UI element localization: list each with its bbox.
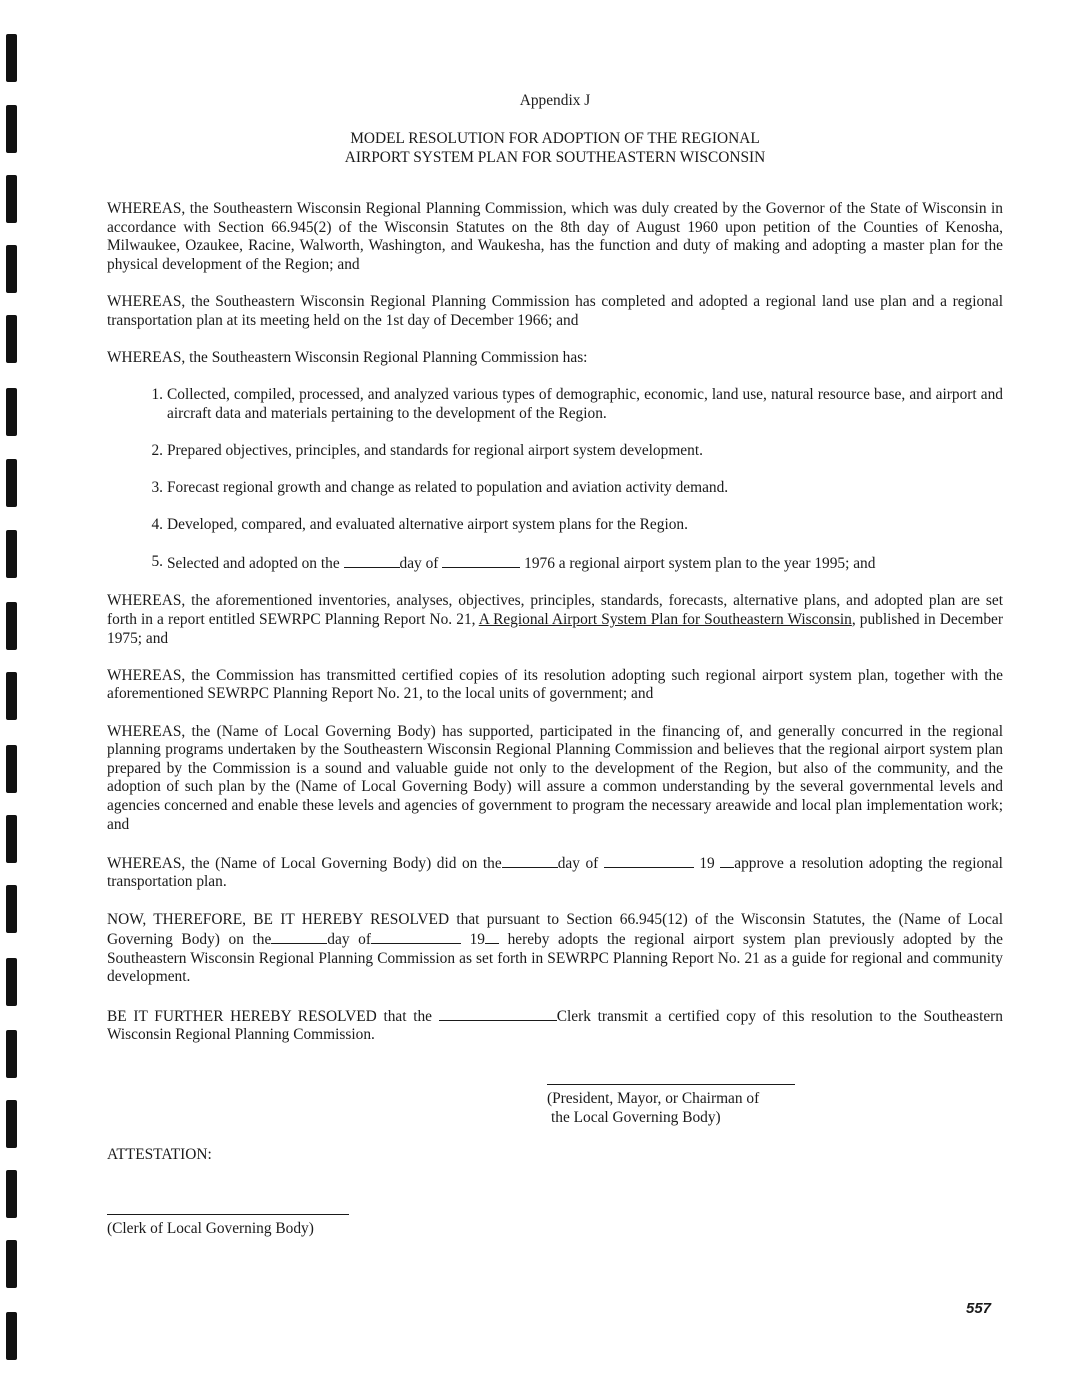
binding-hole <box>6 1100 17 1148</box>
title-line-2: AIRPORT SYSTEM PLAN FOR SOUTHEASTERN WISCONSIN <box>344 148 766 166</box>
list-item: 2. Prepared objectives, principles, and standards for regional airport system development. <box>151 441 703 459</box>
signature-line <box>547 1084 795 1085</box>
binding-hole <box>6 815 17 863</box>
binding-hole <box>6 1312 17 1360</box>
paragraph-whereas-1: WHEREAS, the Southeastern Wisconsin Regional Planning Commission, which was duly created by the Governor of the State of Wisconsin in accordance with Section 66.945(2) of the Wisconsin Statutes on the 8th day of August 1960 upon petition of the Counties of Kenosha, Milwaukee, Ozaukee, Racine, Walworth, Washington, and Waukesha, has the function and duty of making and adopting a master plan for the physical development of the Region; and <box>107 200 1003 273</box>
binding-hole <box>6 315 17 363</box>
binding-hole <box>6 245 17 293</box>
binding-hole <box>6 388 17 436</box>
binding-holes <box>6 0 20 1380</box>
binding-hole <box>6 1240 17 1288</box>
binding-hole <box>6 1030 17 1078</box>
document-title <box>107 130 1003 167</box>
paragraph-whereas-6: WHEREAS, the (Name of Local Governing Body) has supported, participated in the financing of, and generally concurred in the regional planning programs undertaken by the Southeastern Wisconsin Regional Planning Commission and believes that the regional airport system plan prepared by the Commission is a sound and valuable guide not only to the development of the Region, but also of the community, and the adoption of such plan by the (Name of Local Governing Body) will assure a common understanding by the several governmental levels and agencies concerned and enable these levels and agencies of government to program the necessary areawide and local plan implementation work; and <box>107 722 1003 833</box>
paragraph-whereas-4: WHEREAS, the aforementioned inventories, analyses, objectives, principles, standards, forecasts, alternative plans, and adopted plan are set forth in a report entitled SEWRPC Planning Report No. 21, A Regional Airport System Plan for Southeastern Wisconsin, published in December 1975; and <box>107 592 1004 647</box>
blank-year <box>720 853 734 868</box>
appendix-label: Appendix J <box>519 92 591 109</box>
commission-actions-list <box>107 386 1003 574</box>
paragraph-further-resolved: BE IT FURTHER HEREBY RESOLVED that the Clerk transmit a certified copy of this resolution to the Southeastern Wisconsin Regional Planning Commission. <box>107 1007 1004 1044</box>
paragraph-whereas-7: WHEREAS, the (Name of Local Governing Body) did on the day of 19 approve a resolution adopting the regional transportation plan. <box>107 854 1003 891</box>
binding-hole <box>6 459 17 507</box>
paragraph-whereas-2: WHEREAS, the Southeastern Wisconsin Regional Planning Commission has completed and adopted a regional land use plan and a regional transportation plan at its meeting held on the 1st day of December 1966; and <box>107 292 1003 329</box>
page-number: 557 <box>966 1300 992 1317</box>
binding-hole <box>6 958 17 1006</box>
paragraph-whereas-3: WHEREAS, the Southeastern Wisconsin Regional Planning Commission has: <box>107 348 588 366</box>
president-signature: (President, Mayor, or Chairman of the Local Governing Body) <box>547 1084 795 1127</box>
binding-hole <box>6 745 17 793</box>
binding-hole <box>6 530 17 578</box>
attestation-label: ATTESTATION: <box>107 1146 212 1163</box>
list-item: 4. Developed, compared, and evaluated alternative airport system plans for the Region. <box>151 516 688 534</box>
blank-day <box>502 853 558 868</box>
binding-hole <box>6 175 17 223</box>
paragraph-resolved: NOW, THEREFORE, BE IT HEREBY RESOLVED that pursuant to Section 66.945(12) of the Wisconsin Statutes, the (Name of Local Governing Body) on the day of 19 hereby adopts the regional airport system plan previously adopted by the Southeastern Wisconsin Regional Planning Commission as set forth in SEWRPC Planning Report No. 21 as a guide for regional and community development. <box>107 910 1004 986</box>
list-item: 5. Selected and adopted on the day of 1976 a regional airport system plan to the year 1995; and <box>151 553 876 573</box>
blank-year <box>485 929 499 944</box>
blank-clerk <box>439 1006 557 1021</box>
blank-day <box>344 553 400 568</box>
blank-month <box>604 853 694 868</box>
binding-hole <box>6 105 17 153</box>
list-item: 3. Forecast regional growth and change as related to population and aviation activity demand. <box>151 478 729 496</box>
blank-month <box>371 929 461 944</box>
clerk-signature: (Clerk of Local Governing Body) <box>107 1214 349 1239</box>
binding-hole <box>6 34 17 82</box>
signature-line <box>107 1214 349 1215</box>
binding-hole <box>6 1170 17 1218</box>
blank-day <box>271 929 327 944</box>
blank-month <box>442 553 520 568</box>
binding-hole <box>6 885 17 933</box>
report-title: A Regional Airport System Plan for Southeastern Wisconsin <box>478 611 852 629</box>
paragraph-whereas-5: WHEREAS, the Commission has transmitted certified copies of its resolution adopting such regional airport system plan, together with the aforementioned SEWRPC Planning Report No. 21, to the local units of government; and <box>107 666 1003 703</box>
binding-hole <box>6 672 17 720</box>
list-item: 1. Collected, compiled, processed, and analyzed various types of demographic, economic, land use, natural resource base, and airport and aircraft data and materials pertaining to the development of the Region. <box>151 385 1003 422</box>
title-line-1: MODEL RESOLUTION FOR ADOPTION OF THE REGIONAL <box>350 130 760 147</box>
binding-hole <box>6 602 17 650</box>
resolution-body <box>107 200 1003 1063</box>
